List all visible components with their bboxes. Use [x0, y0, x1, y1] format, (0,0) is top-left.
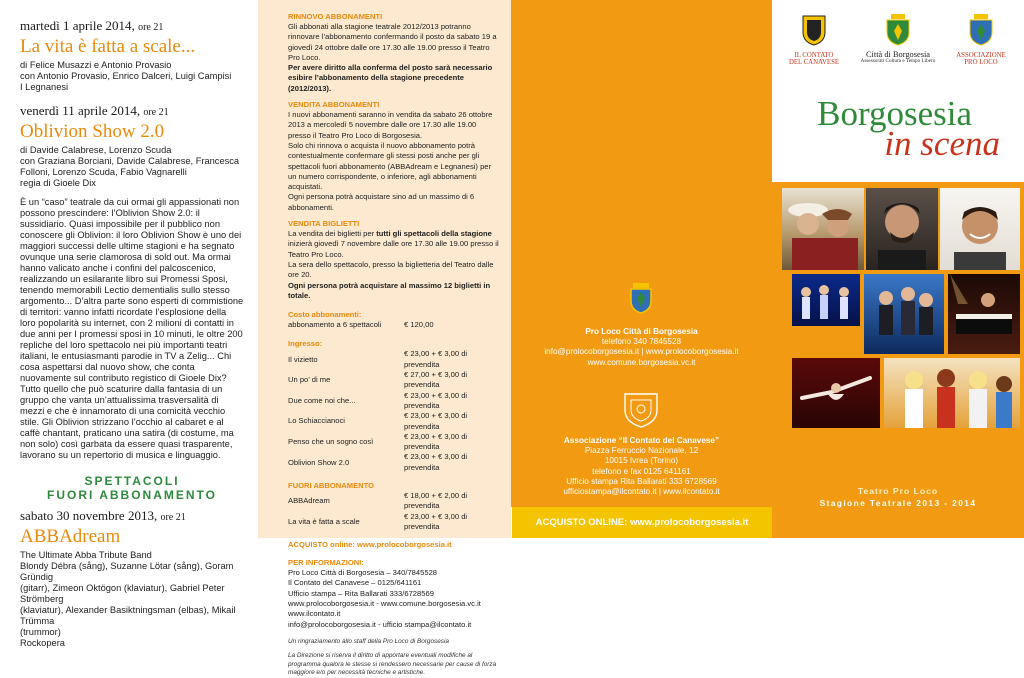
- vendita-abbonamenti-heading: VENDITA ABBONAMENTI: [288, 100, 380, 110]
- ringraziamento-note: Un ringraziamento allo staff della Pro Loco di Borgosesia: [288, 637, 449, 645]
- contato-line[interactable]: ufficiostampa@ilcontato.it | www.ilcontato.it: [563, 487, 720, 497]
- portrait-image: [940, 188, 1020, 270]
- event-credit: (trummor): [20, 627, 61, 637]
- event-credit: regia di Gioele Dix: [20, 178, 96, 188]
- price-row: Un po’ di me € 27,00 + € 3,00 di prevendita: [288, 370, 468, 390]
- proloco-logo: ASSOCIAZIONE PRO LOCO: [944, 14, 1018, 67]
- info-line[interactable]: info@prolocoborgosesia.it - ufficio stampa@ilcontato.it: [288, 619, 472, 629]
- price-row: Lo Schiaccianoci € 23,00 + € 3,00 di prevendita: [288, 411, 468, 431]
- borgosesia-crest-icon: [629, 283, 653, 313]
- event-credit: di Felice Musazzi e Antonio Provasio: [20, 60, 172, 70]
- fuori-abbonamento-price-heading: FUORI ABBONAMENTO: [288, 480, 375, 490]
- proloco-contacts: [511, 327, 772, 368]
- event-credit: di Davide Calabrese, Lorenzo Scuda: [20, 145, 172, 155]
- portrait-image: [866, 188, 938, 270]
- event-date: sabato 30 novembre 2013,: [20, 508, 158, 523]
- costo-heading: Costo abbonamenti:: [288, 310, 362, 320]
- info-line: Il Contato del Canavese – 0125/641161: [288, 578, 422, 588]
- event-credit: con Graziana Borciani, Davide Calabrese, Francesca: [20, 156, 240, 166]
- logo-strip: [772, 0, 1024, 82]
- photo-piano: [948, 274, 1020, 354]
- event-credit: (klaviatur), Alexander Basiktningsman (elbas), Mikail Trümma: [20, 605, 236, 626]
- proloco-line[interactable]: www.comune.borgosesia.vc.it: [587, 357, 696, 367]
- fuori-heading-line2: FUORI ABBONAMENTO: [47, 488, 217, 502]
- event-date: martedì 1 aprile 2014,: [20, 18, 135, 33]
- event-title: Oblivion Show 2.0: [20, 121, 165, 142]
- panel-info: [258, 0, 511, 677]
- event-credit: (gitarr), Zimeon Oktögon (klaviatur), Gabriel Peter Strömberg: [20, 583, 225, 604]
- citta-logo: Città di Borgosesia Assessorati Cultura e Tempo Libero: [856, 14, 940, 66]
- event-time: ore 21: [160, 512, 186, 523]
- event-abbadream: [20, 508, 244, 649]
- rinnovo-heading: RINNOVO ABBONAMENTI: [288, 12, 383, 21]
- informazioni-heading: PER INFORMAZIONI:: [288, 558, 364, 568]
- contato-crest-icon: [801, 14, 827, 46]
- panel-events: [0, 0, 258, 648]
- contato-name: Associazione “Il Contato del Canavese”: [563, 436, 720, 445]
- contato-contacts: [511, 436, 772, 497]
- vendita-biglietti-note: Ogni persona potrà acquistare al massimo 12 biglietti in totale.: [288, 280, 491, 300]
- panel-contacts: [511, 0, 772, 507]
- proloco-line: telefono 340 7845528: [601, 337, 682, 347]
- event-credit: Rockopera: [20, 638, 65, 648]
- info-line[interactable]: www.ilcontato.it: [288, 609, 341, 619]
- event-date: venerdì 11 aprile 2014,: [20, 103, 141, 118]
- price-row: abbonamento a 6 spettacoli € 120,00: [288, 320, 434, 330]
- price-row: Il vizietto € 23,00 + € 3,00 di prevendita: [288, 349, 468, 369]
- brand-word-borgosesia: Borgosesia: [817, 94, 972, 133]
- event-time: ore 21: [138, 22, 164, 33]
- photo-oblivion: [792, 274, 860, 326]
- event-credit: con Antonio Provasio, Enrico Dalceri, Luigi Campisi: [20, 71, 232, 81]
- band-image: [884, 358, 1020, 428]
- proloco-name: Pro Loco Città di Borgosesia: [585, 327, 698, 336]
- contato-line: telefono e fax 0125 641161: [592, 466, 691, 476]
- contato-seal-icon: [621, 390, 661, 428]
- fuori-table: [288, 491, 499, 532]
- event-description: È un “caso” teatrale da cui ormai gli appassionati non possono prescindere: l’Oblivion Show 2.0: il sussidiario. Quasi impossibile per il pubblico non conoscere gli Oblivion: il loro Oblivion Show è uno dei maggiori successi delle ultime stagioni e ha segnato ovunque una serie clamorosa di sold out. Ma ormai hanno valicato anche i confini del palcoscenico, realizzando un esilarante libro sui Promessi Sposi, tenendo memorabili Lectio dementialis sullo stesso argomento... D’altra parte sono esperti di commistione di territori: vanno infatti ricordate l’esplosione della loro popolarità su internet, con 2 milioni di contatti in due anni per I promessi sposi in 10 minuti, le oltre 200 repliche del loro spettacolo nei più importanti teatri italiani, le entusiasmanti parodie in TV a Zelig... Chi cosa aspettarsi dal nuovo show, che conta nuovamente sul contributo registico di Gioele Dix? Tutto quello che può scaturire dalla fantasia di un gruppo che vanta un’attualissima trasversalità di mezzi e che è innamorato di una comicità vecchio stile. Gli Oblivion strizzano l’occhio al cabaret e al caffè chantant, praticano una satira (di costume, ma non solo) così garbata da essere quasi trasparente, lavorano su un repertorio di musica e linguaggio.: [20, 197, 244, 460]
- photo-legnanesi: [782, 188, 864, 270]
- photo-actor: [866, 188, 938, 270]
- ingresso-table: [288, 349, 499, 473]
- contato-line: 10015 Ivrea (Torino): [604, 456, 679, 466]
- event-oblivion: [20, 103, 244, 461]
- vendita-biglietti-text: La vendita dei biglietti per tutti gli spettacoli della stagione inizierà giovedì 7 novembre dalle ore 17.30 alle 19.00 presso il Teatro Pro Loco.: [288, 229, 499, 259]
- rinnovo-note: Per avere diritto alla conferma del posto sarà necessario esibire l’abbonamento della stagione precedente (2012/2013).: [288, 63, 493, 93]
- costo-table: [288, 320, 499, 330]
- event-vita-scale: [20, 18, 244, 93]
- info-line: Ufficio stampa – Rita Ballarati 333/6728569: [288, 588, 434, 598]
- rinnovo-text: Gli abbonati alla stagione teatrale 2012/2013 potranno rinnovare l’abbonamento confermando il posto da sabato 19 a giovedì 24 ottobre dalle ore 17.30 alle 19.00 presso il Teatro Pro Loco.: [288, 22, 497, 62]
- event-credit: The Ultimate Abba Tribute Band: [20, 550, 152, 560]
- contato-line: Ufficio stampa Rita Ballarati 333 6728569: [566, 476, 717, 486]
- proloco-crest-icon: [968, 14, 994, 46]
- price-row: Penso che un sogno così € 23,00 + € 3,00 di prevendita: [288, 431, 468, 452]
- performers-image: [782, 188, 864, 270]
- acquisto-online-link[interactable]: ACQUISTO online: www.prolocoborgosesia.it: [288, 540, 452, 550]
- contato-line: Piazza Ferruccio Nazionale, 12: [584, 446, 699, 456]
- stage-image: [792, 274, 860, 326]
- event-credit: Blondy Débra (sång), Suzanne Lötar (sång), Goram Gründig: [20, 561, 234, 582]
- photo-abba: [884, 358, 1020, 428]
- ingresso-heading: Ingresso:: [288, 339, 323, 349]
- brand-title: [772, 82, 1024, 182]
- fuori-heading-line1: SPETTACOLI: [84, 474, 180, 488]
- event-title: ABBAdream: [20, 526, 121, 547]
- stagione-teatrale: Stagione Teatrale 2013 - 2014: [819, 498, 977, 508]
- photo-group-blue: [864, 274, 944, 354]
- contato-logo: IL CONTATO DEL CANAVESE: [782, 14, 846, 67]
- event-credit: Folloni, Lorenzo Scuda, Fabio Vagnarelli: [20, 167, 187, 177]
- photo-singer: [940, 188, 1020, 270]
- brand-word-in-scena: in scena: [884, 124, 1000, 163]
- event-title: La vita è fatta a scale...: [20, 36, 196, 57]
- vendita-biglietti-heading: VENDITA BIGLIETTI: [288, 219, 360, 229]
- price-row: La vita è fatta a scale € 23,00 + € 3,00 di prevendita: [288, 511, 468, 531]
- disclaimer-note: La Direzione si riserva il diritto di apportare eventuali modifiche al programma qualora le stesse si rendessero necessarie per cause di forza maggiore e/o per necessità tecniche e artistiche.: [288, 652, 497, 677]
- dancer-image: [792, 358, 880, 428]
- acquisto-online-bar-link[interactable]: ACQUISTO ONLINE: www.prolocoborgosesia.it: [535, 517, 749, 528]
- price-row: Oblivion Show 2.0 € 23,00 + € 3,00 di prevendita: [288, 452, 468, 472]
- photo-ballet: [792, 358, 880, 428]
- vendita-abbonamenti-text: Ogni persona potrà acquistare sino ad un massimo di 6 abbonamenti.: [288, 192, 475, 212]
- event-time: ore 21: [143, 107, 169, 118]
- citta-crest-icon: [885, 14, 911, 46]
- info-line: Pro Loco Città di Borgosesia – 340/7845528: [288, 568, 438, 578]
- price-row: ABBAdream € 18,00 + € 2,00 di prevendita: [288, 490, 468, 511]
- vendita-abbonamenti-text: Solo chi rinnova o acquista il nuovo abbonamento potrà contestualmente confermare gli stessi posti anche per gli spettacoli fuori abbonamento (ABBAdream e Legnanesi) per un numero corrispondente, o inferiore, agli abbonamenti acquistati.: [288, 140, 492, 192]
- teatro-pro-loco: Teatro Pro Loco: [857, 486, 939, 496]
- vendita-abbonamenti-text: I nuovi abbonamenti saranno in vendita da sabato 26 ottobre 2013 a mercoledì 5 novembre dalle ore 17.30 alle 19.00 presso il Teatro Pro Loco di Borgosesia.: [288, 110, 493, 140]
- panel-cover: [772, 0, 1024, 538]
- fuori-abbonamento-heading: [20, 474, 244, 502]
- acquisto-online-bar: [512, 507, 772, 538]
- stage-image: [864, 274, 944, 354]
- piano-image: [948, 274, 1020, 354]
- event-credit: I Legnanesi: [20, 82, 69, 92]
- price-row: Due come noi che... € 23,00 + € 3,00 di prevendita: [288, 390, 468, 410]
- proloco-line[interactable]: info@prolocoborgosesia.it | www.prolocoborgosesia.it: [544, 347, 739, 357]
- vendita-biglietti-text: La sera dello spettacolo, presso la biglietteria del Teatro dalle ore 20.: [288, 259, 494, 280]
- info-line[interactable]: www.prolocoborgosesia.it - www.comune.borgosesia.vc.it: [288, 599, 481, 609]
